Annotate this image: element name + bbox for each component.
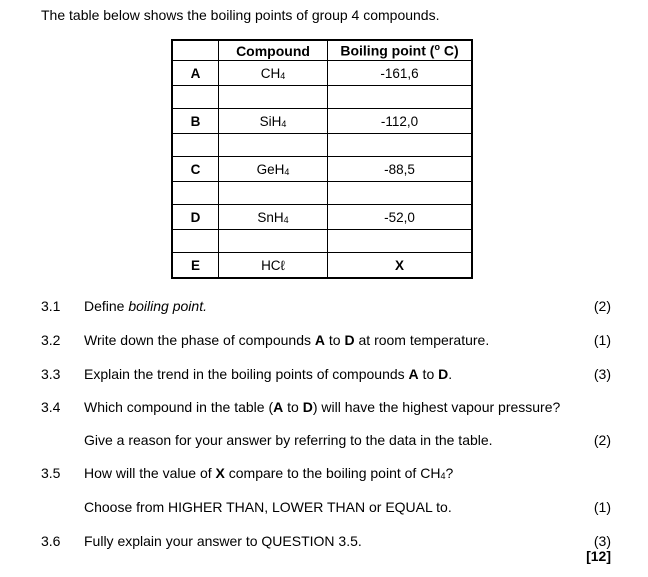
question-text: Define boiling point.	[84, 298, 207, 314]
question-marks: (1)	[593, 499, 611, 515]
spacer-cell	[172, 230, 219, 253]
table-row	[172, 157, 472, 182]
question-3-3	[0, 366, 648, 386]
question-text: Choose from HIGHER THAN, LOWER THAN or EQUAL to.	[84, 499, 452, 515]
row-label: C	[172, 157, 219, 182]
boiling-point-cell: -161,6	[328, 61, 473, 86]
header-compound: Compound	[219, 40, 328, 61]
table-row	[172, 205, 472, 230]
boiling-point-cell: -52,0	[328, 205, 473, 230]
intro-text: The table below shows the boiling points of group 4 compounds.	[41, 7, 440, 23]
spacer-cell	[219, 182, 328, 205]
question-number: 3.6	[41, 533, 61, 549]
table-row	[172, 253, 472, 279]
table-spacer-row	[172, 230, 472, 253]
row-label: E	[172, 253, 219, 279]
table-spacer-row	[172, 86, 472, 109]
question-marks: (3)	[593, 366, 611, 382]
boiling-point-cell: X	[328, 253, 473, 279]
question-3-4	[0, 399, 648, 419]
spacer-cell	[328, 182, 473, 205]
question-3-5	[0, 465, 648, 485]
question-marks: (1)	[593, 332, 611, 348]
spacer-cell	[219, 230, 328, 253]
compound-cell: HCℓ	[219, 253, 328, 279]
question-3-5-part-b	[0, 499, 648, 519]
question-3-6	[0, 533, 648, 553]
question-marks: (2)	[593, 432, 611, 448]
question-number: 3.1	[41, 298, 61, 314]
compound-cell: SiH$_4$	[219, 109, 328, 134]
question-marks: (2)	[593, 298, 611, 314]
question-text: How will the value of X compare to the boiling point of $CH_4$?	[84, 465, 454, 481]
row-label: B	[172, 109, 219, 134]
table-header-row	[172, 40, 472, 61]
compound-cell: SnH$_4$	[219, 205, 328, 230]
question-3-4-part-b	[0, 432, 648, 452]
question-text: Fully explain your answer to QUESTION 3.5.	[84, 533, 362, 549]
row-label: A	[172, 61, 219, 86]
total-marks: [12]	[586, 548, 611, 564]
header-boiling-point: Boiling point ($^o$ C)	[328, 40, 473, 61]
spacer-cell	[328, 230, 473, 253]
row-label: D	[172, 205, 219, 230]
question-number: 3.2	[41, 332, 61, 348]
spacer-cell	[328, 134, 473, 157]
spacer-cell	[328, 86, 473, 109]
boiling-point-cell: -112,0	[328, 109, 473, 134]
spacer-cell	[219, 134, 328, 157]
spacer-cell	[219, 86, 328, 109]
question-number: 3.5	[41, 465, 61, 481]
table-spacer-row	[172, 134, 472, 157]
spacer-cell	[172, 134, 219, 157]
question-marks: (3)	[593, 533, 611, 549]
compound-cell: $CH_4$	[219, 61, 328, 86]
table-row	[172, 109, 472, 134]
question-3-2	[0, 332, 648, 352]
question-text: Give a reason for your answer by referring to the data in the table.	[84, 432, 493, 448]
spacer-cell	[172, 182, 219, 205]
question-text: Explain the trend in the boiling points of compounds A to D.	[84, 366, 453, 382]
header-label-column	[172, 40, 219, 61]
question-number: 3.4	[41, 399, 61, 415]
boiling-point-cell: -88,5	[328, 157, 473, 182]
table-row	[172, 61, 472, 86]
compound-cell: GeH$_4$	[219, 157, 328, 182]
table-spacer-row	[172, 182, 472, 205]
question-number: 3.3	[41, 366, 61, 382]
boiling-points-table	[171, 39, 473, 279]
question-text: Which compound in the table (A to D) will have the highest vapour pressure?	[84, 399, 561, 415]
question-text: Write down the phase of compounds A to D at room temperature.	[84, 332, 490, 348]
spacer-cell	[172, 86, 219, 109]
question-3-1	[0, 298, 648, 318]
